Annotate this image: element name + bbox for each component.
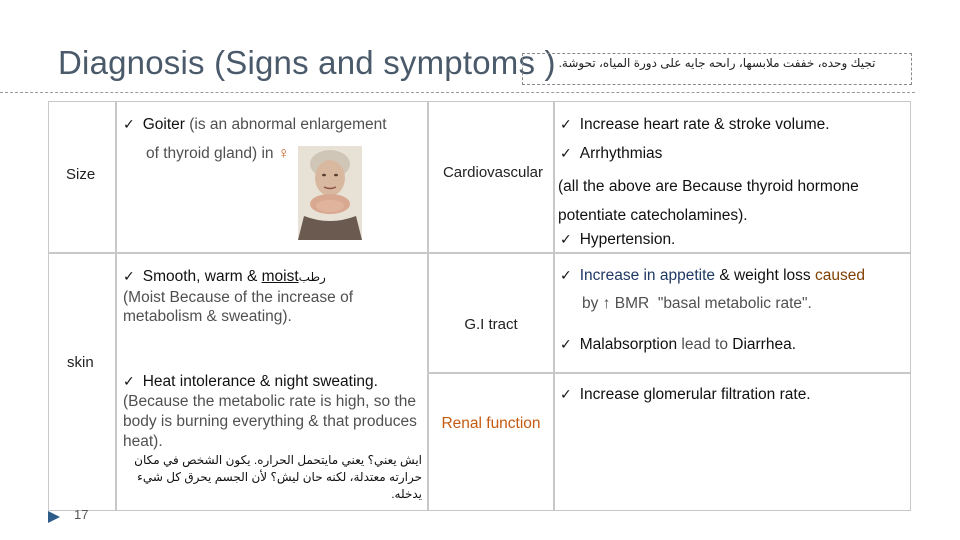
- check-icon: ✓: [560, 145, 572, 161]
- check-icon: ✓: [123, 116, 135, 132]
- check-icon: ✓: [123, 373, 135, 389]
- skin-smooth-paren: (Moist Because of the increase of metabolism & sweating).: [123, 289, 354, 325]
- play-triangle-icon: [48, 511, 60, 523]
- skin-heat-line: ✓ Heat intolerance & night sweating.: [123, 373, 378, 390]
- cardio-line3: (all the above are Because thyroid hormone potentiate catecholamines).: [558, 178, 859, 224]
- check-icon: ✓: [560, 336, 572, 352]
- cardio-line4: ✓ Hypertension.: [560, 231, 676, 248]
- renal-label: Renal function: [441, 415, 541, 432]
- skin-smooth-line: ✓ Smooth, warm & moistرطب: [123, 268, 326, 285]
- page-title: Diagnosis (Signs and symptoms ): [58, 44, 556, 81]
- gi-line1: ✓ Increase in appetite & weight loss caused: [560, 267, 865, 284]
- skin-label-cell: [48, 253, 116, 511]
- renal-label-cell: [428, 373, 554, 511]
- check-icon: ✓: [560, 116, 572, 132]
- female-symbol-icon: ♀: [277, 145, 290, 162]
- gi-label: G.I tract: [464, 316, 518, 333]
- gi-label-cell: [428, 253, 554, 373]
- check-icon: ✓: [560, 231, 572, 247]
- size-label-cell: [48, 101, 116, 253]
- check-icon: ✓: [560, 386, 572, 402]
- cardio-line2: ✓ Arrhythmias: [560, 145, 663, 162]
- cardio-label: Cardiovascular: [442, 164, 544, 181]
- header-note: تجيك وحده، خففت ملابسها، راىحه جايه على دورة المياه، تحوشة.: [522, 53, 912, 85]
- cardio-line1: ✓ Increase heart rate & stroke volume.: [560, 116, 830, 133]
- goiter-patient-photo: [298, 146, 362, 240]
- header-divider: [0, 92, 915, 93]
- skin-label: skin: [67, 354, 94, 371]
- check-icon: ✓: [560, 267, 572, 283]
- renal-line1: ✓ Increase glomerular filtration rate.: [560, 386, 811, 403]
- check-icon: ✓: [123, 268, 135, 284]
- goiter-line2: of thyroid gland) in ♀: [146, 145, 290, 162]
- cardio-label-cell: [428, 101, 554, 253]
- gi-line1-cont: by ↑ BMR "basal metabolic rate".: [582, 295, 812, 312]
- page-number: 17: [74, 507, 89, 522]
- goiter-line1: ✓ Goiter (is an abnormal enlargement: [123, 116, 387, 133]
- gi-line2: ✓ Malabsorption lead to Diarrhea.: [560, 336, 797, 353]
- skin-heat-paren: (Because the metabolic rate is high, so the body is burning everything & that produces heat).: [123, 393, 417, 450]
- skin-heat-arabic: ايش يعني؟ يعني مايتحمل الحراره. يكون الشخص في مكان حرارته معتدلة، لكنه حان ليش؟ لأن الجسم يحرق كل شيء يدخله.: [134, 453, 422, 501]
- size-label: Size: [66, 166, 96, 183]
